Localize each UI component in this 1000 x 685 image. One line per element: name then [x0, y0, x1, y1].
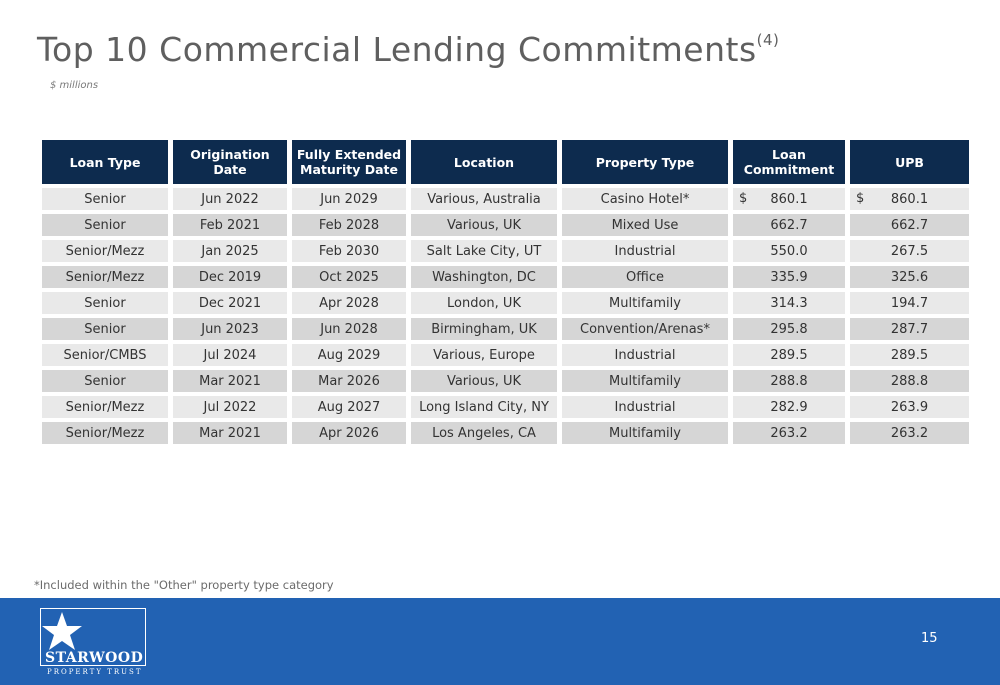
- cell-upb: [850, 292, 969, 314]
- cell-loan-commitment: [733, 266, 845, 288]
- cell-property-type: Industrial: [562, 240, 728, 262]
- cell-location: Salt Lake City, UT: [411, 240, 557, 262]
- cell-value: 550.0: [770, 243, 808, 259]
- cell-property-type: Industrial: [562, 396, 728, 418]
- page-title: [37, 30, 779, 69]
- cell-location: Long Island City, NY: [411, 396, 557, 418]
- cell-loan-type: Senior/CMBS: [42, 344, 168, 366]
- star-icon: [42, 610, 86, 652]
- cell-loan-type: Senior: [42, 292, 168, 314]
- cell-maturity-date: Apr 2026: [292, 422, 406, 444]
- cell-value: 282.9: [770, 399, 808, 415]
- currency-symbol: $: [856, 191, 865, 206]
- cell-upb: [850, 318, 969, 340]
- cell-origination-date: Jun 2022: [173, 188, 287, 210]
- cell-value: 289.5: [770, 347, 808, 363]
- cell-value: 325.6: [890, 269, 929, 285]
- table-row: [42, 266, 969, 288]
- cell-loan-commitment: [733, 370, 845, 392]
- cell-loan-commitment: [733, 396, 845, 418]
- table-row: [42, 214, 969, 236]
- cell-upb: [850, 422, 969, 444]
- cell-maturity-date: Feb 2028: [292, 214, 406, 236]
- page-title-text: Top 10 Commercial Lending Commitments: [37, 30, 757, 69]
- lending-commitments-table: [37, 136, 974, 448]
- cell-value: 662.7: [770, 217, 808, 233]
- cell-upb: [850, 214, 969, 236]
- cell-value: 267.5: [890, 243, 929, 259]
- cell-location: Various, Europe: [411, 344, 557, 366]
- cell-upb: [850, 266, 969, 288]
- cell-loan-commitment: [733, 344, 845, 366]
- cell-property-type: Casino Hotel*: [562, 188, 728, 210]
- cell-loan-type: Senior: [42, 370, 168, 392]
- cell-property-type: Multifamily: [562, 370, 728, 392]
- cell-property-type: Mixed Use: [562, 214, 728, 236]
- cell-location: Los Angeles, CA: [411, 422, 557, 444]
- cell-property-type: Multifamily: [562, 422, 728, 444]
- header-property-type: Property Type: [562, 140, 728, 184]
- table-row: [42, 344, 969, 366]
- cell-origination-date: Dec 2019: [173, 266, 287, 288]
- cell-origination-date: Jan 2025: [173, 240, 287, 262]
- cell-value: 288.8: [890, 373, 929, 389]
- cell-value: 295.8: [770, 321, 808, 337]
- cell-value: 288.8: [770, 373, 808, 389]
- cell-upb: [850, 240, 969, 262]
- cell-loan-commitment: [733, 318, 845, 340]
- table-row: [42, 370, 969, 392]
- cell-loan-type: Senior: [42, 214, 168, 236]
- cell-origination-date: Dec 2021: [173, 292, 287, 314]
- header-origination-date: Origination Date: [173, 140, 287, 184]
- cell-maturity-date: Aug 2027: [292, 396, 406, 418]
- table-row: [42, 396, 969, 418]
- cell-property-type: Multifamily: [562, 292, 728, 314]
- page-number: 15: [921, 631, 938, 646]
- cell-upb: [850, 396, 969, 418]
- cell-loan-commitment: [733, 214, 845, 236]
- cell-loan-commitment: [733, 188, 845, 210]
- header-location: Location: [411, 140, 557, 184]
- cell-value: 263.2: [890, 425, 929, 441]
- cell-location: Various, UK: [411, 370, 557, 392]
- cell-loan-type: Senior/Mezz: [42, 266, 168, 288]
- cell-upb: [850, 370, 969, 392]
- table-row: [42, 292, 969, 314]
- logo-subtitle: PROPERTY TRUST: [47, 668, 143, 676]
- cell-origination-date: Feb 2021: [173, 214, 287, 236]
- cell-location: Various, Australia: [411, 188, 557, 210]
- cell-loan-commitment: [733, 422, 845, 444]
- cell-maturity-date: Apr 2028: [292, 292, 406, 314]
- footnote: *Included within the "Other" property type category: [34, 578, 334, 592]
- cell-property-type: Convention/Arenas*: [562, 318, 728, 340]
- title-footnote-ref: (4): [756, 31, 780, 49]
- footer-bar: [0, 598, 1000, 685]
- cell-value: 263.2: [770, 425, 808, 441]
- cell-location: Washington, DC: [411, 266, 557, 288]
- cell-value: 860.1: [890, 191, 929, 207]
- cell-origination-date: Jul 2024: [173, 344, 287, 366]
- table-row: [42, 422, 969, 444]
- cell-loan-type: Senior: [42, 188, 168, 210]
- cell-origination-date: Jun 2023: [173, 318, 287, 340]
- cell-location: Birmingham, UK: [411, 318, 557, 340]
- header-upb: UPB: [850, 140, 969, 184]
- header-loan-type: Loan Type: [42, 140, 168, 184]
- cell-loan-commitment: [733, 240, 845, 262]
- cell-value: 194.7: [890, 295, 929, 311]
- cell-value: 287.7: [890, 321, 929, 337]
- cell-value: 263.9: [890, 399, 929, 415]
- cell-loan-commitment: [733, 292, 845, 314]
- cell-upb: [850, 188, 969, 210]
- cell-maturity-date: Oct 2025: [292, 266, 406, 288]
- starwood-logo: [40, 608, 148, 678]
- cell-loan-type: Senior/Mezz: [42, 396, 168, 418]
- cell-property-type: Industrial: [562, 344, 728, 366]
- cell-maturity-date: Aug 2029: [292, 344, 406, 366]
- cell-property-type: Office: [562, 266, 728, 288]
- cell-maturity-date: Jun 2028: [292, 318, 406, 340]
- cell-value: 335.9: [770, 269, 808, 285]
- cell-origination-date: Mar 2021: [173, 370, 287, 392]
- cell-origination-date: Jul 2022: [173, 396, 287, 418]
- cell-location: Various, UK: [411, 214, 557, 236]
- cell-location: London, UK: [411, 292, 557, 314]
- table-row: [42, 240, 969, 262]
- units-label: $ millions: [50, 80, 99, 91]
- cell-loan-type: Senior/Mezz: [42, 240, 168, 262]
- cell-origination-date: Mar 2021: [173, 422, 287, 444]
- table-row: [42, 318, 969, 340]
- cell-value: 314.3: [770, 295, 808, 311]
- cell-value: 860.1: [770, 191, 808, 207]
- cell-upb: [850, 344, 969, 366]
- header-loan-commitment: Loan Commitment: [733, 140, 845, 184]
- header-maturity-date: Fully Extended Maturity Date: [292, 140, 406, 184]
- currency-symbol: $: [739, 191, 748, 206]
- cell-value: 662.7: [890, 217, 929, 233]
- cell-maturity-date: Mar 2026: [292, 370, 406, 392]
- cell-loan-type: Senior: [42, 318, 168, 340]
- cell-value: 289.5: [890, 347, 929, 363]
- logo-name: STARWOOD: [45, 650, 144, 666]
- cell-maturity-date: Jun 2029: [292, 188, 406, 210]
- table-row: [42, 188, 969, 210]
- cell-maturity-date: Feb 2030: [292, 240, 406, 262]
- table-body: [42, 188, 969, 444]
- cell-loan-type: Senior/Mezz: [42, 422, 168, 444]
- table-header-row: [42, 140, 969, 184]
